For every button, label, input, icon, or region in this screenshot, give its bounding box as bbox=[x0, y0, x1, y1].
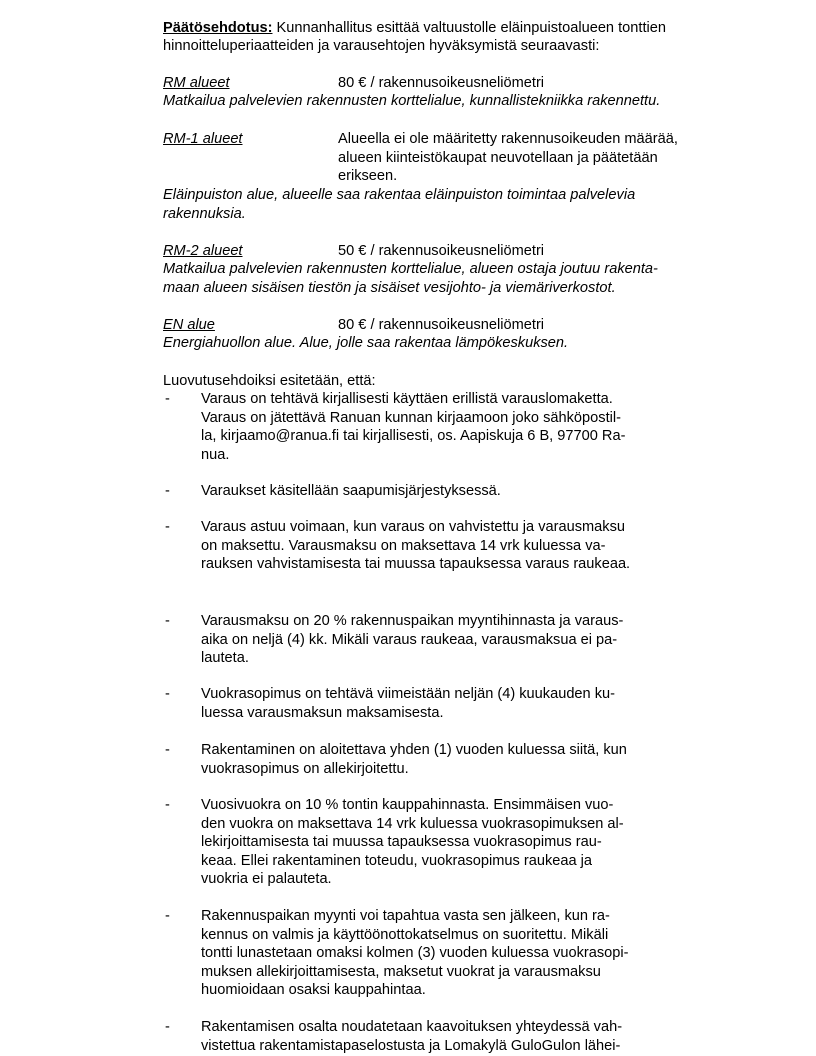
condition-line: Vuokrasopimus on tehtävä viimeistään neljän (4) kuukauden ku- bbox=[201, 686, 615, 702]
area-description-line: rakennuksia. bbox=[163, 205, 246, 222]
conditions-intro: Luovutusehdoiksi esitetään, että: bbox=[163, 373, 376, 389]
condition-line: aika on neljä (4) kk. Mikäli varaus raukeaa, varausmaksua ei pa- bbox=[201, 631, 618, 648]
condition-item-4 bbox=[201, 612, 623, 668]
condition-line: Varaukset käsitellään saapumisjärjestyksessä. bbox=[201, 483, 501, 499]
condition-line: kennus on valmis ja käyttöönottokatselmus on suoritettu. Mikäli bbox=[201, 926, 609, 943]
area-description-line: Eläinpuiston alue, alueelle saa rakentaa eläinpuiston toimintaa palvelevia bbox=[163, 187, 636, 203]
condition-item-6 bbox=[201, 741, 627, 778]
area-price-line: erikseen. bbox=[338, 168, 398, 185]
proposal-line-2: hinnoitteluperiaatteiden ja varausehtojen hyväksymistä seuraavasti: bbox=[163, 38, 600, 54]
area-description-line: Matkailua palvelevien rakennusten korttelialue, kunnallistekniikka rakennettu. bbox=[163, 93, 661, 109]
proposal-label: Päätösehdotus: bbox=[163, 20, 273, 36]
condition-line: lauteta. bbox=[201, 650, 249, 667]
area-description-en bbox=[163, 334, 568, 353]
area-price-line: 50 € / rakennusoikeusneliömetri bbox=[338, 243, 545, 259]
condition-line: Vuosivuokra on 10 % tontin kauppahinnasta. Ensimmäisen vuo- bbox=[201, 797, 614, 813]
area-name-en: EN alue bbox=[163, 317, 215, 333]
condition-line: Varaus on jätettävä Ranuan kunnan kirjaamoon joko sähköpostil- bbox=[201, 409, 621, 426]
area-price-rm-2 bbox=[338, 242, 544, 261]
condition-line: keaa. Ellei rakentaminen toteudu, vuokrasopimus raukeaa ja bbox=[201, 852, 593, 869]
area-name-rm-1: RM-1 alueet bbox=[163, 131, 243, 147]
condition-line: Varaus astuu voimaan, kun varaus on vahvistettu ja varausmaksu bbox=[201, 519, 625, 535]
condition-line: den vuokra on maksettava 14 vrk kuluessa vuokrasopimuksen al- bbox=[201, 815, 624, 832]
condition-item-2 bbox=[201, 482, 501, 501]
condition-item-3 bbox=[201, 518, 630, 574]
condition-line: nua. bbox=[201, 446, 230, 463]
condition-line: Rakentamisen osalta noudatetaan kaavoituksen yhteydessä vah- bbox=[201, 1019, 623, 1035]
condition-line: Varausmaksu on 20 % rakennuspaikan myyntihinnasta ja varaus- bbox=[201, 613, 624, 629]
condition-line: vuokria ei palauteta. bbox=[201, 871, 332, 888]
area-price-line: 80 € / rakennusoikeusneliömetri bbox=[338, 317, 545, 333]
condition-item-1 bbox=[201, 390, 625, 464]
bullet-dash: - bbox=[165, 613, 170, 629]
condition-line: rauksen vahvistamisesta tai muussa tapauksessa varaus raukeaa. bbox=[201, 556, 631, 573]
condition-line: la, kirjaamo@ranua.fi tai kirjallisesti, os. Aapiskuja 6 B, 97700 Ra- bbox=[201, 428, 626, 445]
area-description-line: maan alueen sisäisen tiestön ja sisäiset vesijohto- ja viemäriverkostot. bbox=[163, 279, 616, 296]
condition-line: luessa varausmaksun maksamisesta. bbox=[201, 704, 444, 721]
condition-line: vistettua rakentamistapaselostusta ja Lomakylä GuloGulon lähei- bbox=[201, 1037, 621, 1054]
condition-item-9 bbox=[201, 1018, 622, 1055]
area-description-rm bbox=[163, 92, 660, 111]
bullet-dash: - bbox=[165, 1019, 170, 1035]
area-description-line: Energiahuollon alue. Alue, jolle saa rakentaa lämpökeskuksen. bbox=[163, 335, 569, 351]
condition-item-5 bbox=[201, 685, 615, 722]
bullet-dash: - bbox=[165, 483, 170, 499]
condition-line: tontti lunastetaan omaksi kolmen (3) vuoden kuluessa vuokrasopi- bbox=[201, 945, 629, 962]
condition-line: Rakentaminen on aloitettava yhden (1) vuoden kuluessa siitä, kun bbox=[201, 742, 627, 758]
condition-line: on maksettu. Varausmaksu on maksettava 14 vrk kuluessa va- bbox=[201, 537, 606, 554]
condition-item-8 bbox=[201, 907, 629, 1000]
proposal-text-1: Kunnanhallitus esittää valtuustolle eläinpuistoalueen tonttien bbox=[276, 20, 666, 36]
area-price-line: 80 € / rakennusoikeusneliömetri bbox=[338, 75, 545, 91]
area-description-line: Matkailua palvelevien rakennusten korttelialue, alueen ostaja joutuu rakenta- bbox=[163, 261, 658, 277]
condition-line: muksen allekirjoittamisesta, maksetut vuokrat ja varausmaksu bbox=[201, 963, 601, 980]
bullet-dash: - bbox=[165, 391, 170, 407]
proposal-line-1 bbox=[163, 19, 666, 38]
condition-item-7 bbox=[201, 796, 624, 889]
area-name-rm-2: RM-2 alueet bbox=[163, 243, 243, 259]
bullet-dash: - bbox=[165, 742, 170, 758]
area-description-rm-1 bbox=[163, 186, 635, 223]
area-price-line: alueen kiinteistökaupat neuvotellaan ja päätetään bbox=[338, 149, 658, 166]
area-price-en bbox=[338, 316, 544, 335]
area-price-line: Alueella ei ole määritetty rakennusoikeuden määrää, bbox=[338, 131, 678, 147]
bullet-dash: - bbox=[165, 686, 170, 702]
area-description-rm-2 bbox=[163, 260, 658, 297]
condition-line: huomioidaan osaksi kauppahintaa. bbox=[201, 982, 426, 999]
condition-line: vuokrasopimus on allekirjoitettu. bbox=[201, 760, 409, 777]
condition-line: lekirjoittamisesta tai muussa tapauksessa vuokrasopimus rau- bbox=[201, 834, 602, 851]
area-name-rm: RM alueet bbox=[163, 75, 230, 91]
area-price-rm-1 bbox=[338, 130, 678, 186]
bullet-dash: - bbox=[165, 908, 170, 924]
area-price-rm bbox=[338, 74, 544, 93]
condition-line: Rakennuspaikan myynti voi tapahtua vasta sen jälkeen, kun ra- bbox=[201, 908, 610, 924]
condition-line: Varaus on tehtävä kirjallisesti käyttäen erillistä varauslomaketta. bbox=[201, 391, 613, 407]
bullet-dash: - bbox=[165, 797, 170, 813]
bullet-dash: - bbox=[165, 519, 170, 535]
